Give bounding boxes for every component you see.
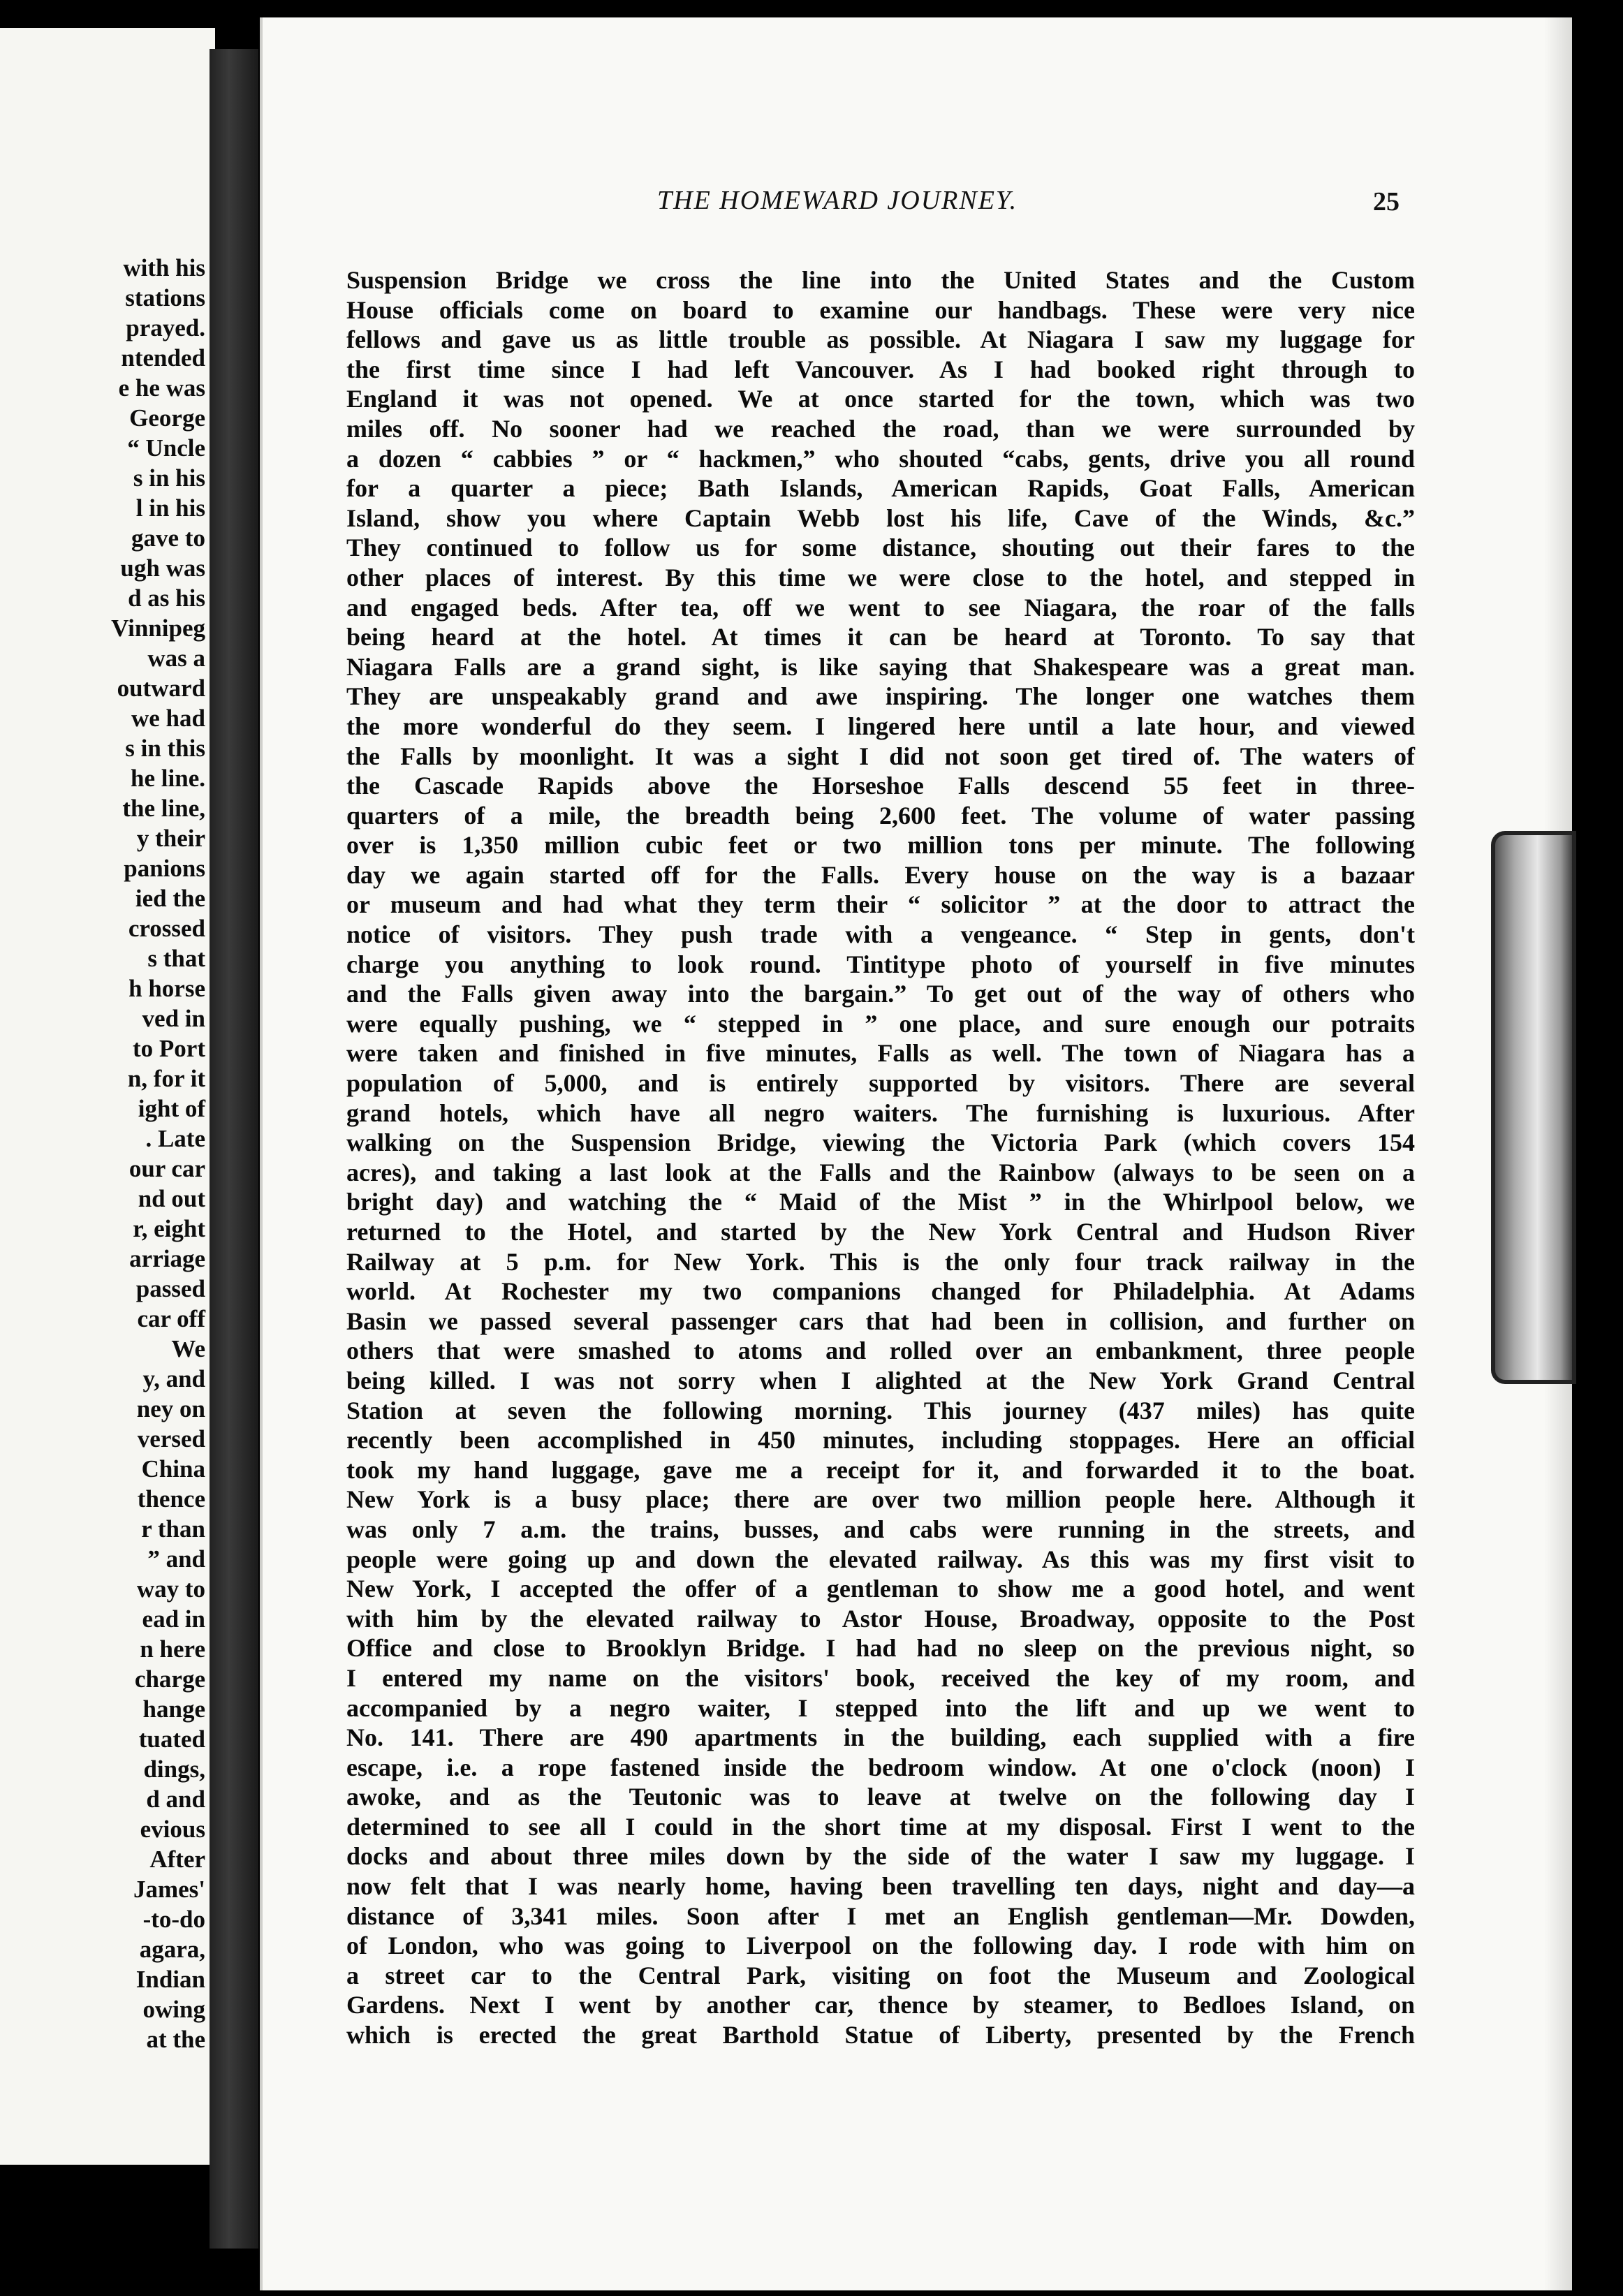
text-line: a dozen “ cabbies ” or “ hackmen,” who shouted “cabs, gents, drive you all round (346, 444, 1415, 473)
text-line: people were going up and down the elevated railway. As this was my first visit to (346, 1545, 1415, 1573)
text-line: Basin we passed several passenger cars that had been in collision, and further on (346, 1307, 1415, 1335)
text-line: for a quarter a piece; Bath Islands, American Rapids, Goat Falls, American (346, 474, 1415, 503)
text-line: fellows and gave us as little trouble as possible. At Niagara I saw my luggage for (346, 325, 1415, 354)
text-line: walking on the Suspension Bridge, viewing the Victoria Park (which covers 154 (346, 1128, 1415, 1157)
text-line: escape, i.e. a rope fastened inside the bedroom window. At one o'clock (noon) I (346, 1753, 1415, 1781)
left-page-fragment: ved in (142, 1005, 205, 1032)
text-line: the Falls by moonlight. It was a sight I did not soon get tired of. The waters of (346, 742, 1415, 770)
left-page-fragment: car off (137, 1305, 205, 1332)
text-line: England it was not opened. We at once started for the town, which was two (346, 385, 1415, 413)
left-page-fragment: was a (147, 645, 205, 672)
left-page-fragment: y their (136, 825, 205, 852)
left-page-fragment: ney on (136, 1395, 205, 1422)
text-line: Gardens. Next I went by another car, thence by steamer, to Bedloes Island, on (346, 1991, 1415, 2019)
left-page-fragment: George (129, 404, 205, 432)
text-line: day we again started off for the Falls. Every house on the way is a bazaar (346, 860, 1415, 889)
left-page-fragment: outward (117, 675, 205, 702)
left-page-fragment: ” and (147, 1545, 205, 1573)
text-line: determined to see all I could in the short time at my disposal. First I went to the (346, 1812, 1415, 1841)
left-page-fragment: passed (135, 1275, 205, 1302)
left-page-fragment: to Port (133, 1035, 205, 1062)
text-line: Island, show you where Captain Webb lost his life, Cave of the Winds, &c.” (346, 503, 1415, 532)
left-page-fragment: Indian (135, 1966, 205, 1993)
left-page-fragment: d and (146, 1786, 205, 1813)
text-line: They continued to follow us for some distance, shouting out their fares to the (346, 533, 1415, 562)
text-line: acres), and taking a last look at the Falls and the Rainbow (always to be seen on a (346, 1158, 1415, 1186)
text-line: population of 5,000, and is entirely supported by visitors. There are several (346, 1069, 1415, 1098)
left-page-fragment: d as his (128, 584, 205, 612)
left-page-fragment: the line, (122, 795, 205, 822)
text-line: over is 1,350 million cubic feet or two million tons per minute. The following (346, 831, 1415, 860)
text-line: awoke, and as the Teutonic was to leave at twelve on the following day I (346, 1783, 1415, 1811)
text-line: took my hand luggage, gave me a receipt for it, and forwarded it to the boat. (346, 1455, 1415, 1484)
left-page-fragment: with his (123, 254, 205, 281)
left-page-fragment: arriage (129, 1245, 205, 1272)
left-page-fragment: s in this (125, 735, 205, 762)
text-line: the first time since I had left Vancouver. As I had booked right through to (346, 355, 1415, 383)
text-line: grand hotels, which have all negro waiters. The furnishing is luxurious. After (346, 1098, 1415, 1127)
text-line: or museum and had what they term their “ solicitor ” at the door to attract the (346, 890, 1415, 919)
right-page (260, 17, 1572, 2290)
left-page-fragment: r than (141, 1515, 205, 1543)
text-line: with him by the elevated railway to Astor House, Broadway, opposite to the Post (346, 1604, 1415, 1633)
left-page-fragment: l in his (135, 494, 205, 522)
left-page-fragment: -to-do (142, 1906, 205, 1933)
text-line: notice of visitors. They push trade with a vengeance. “ Step in gents, don't (346, 920, 1415, 949)
page-header (263, 185, 1572, 227)
text-line: and the Falls given away into the bargain.” To get out of the way of others who (346, 980, 1415, 1008)
text-line: and engaged beds. After tea, off we went to see Niagara, the roar of the falls (346, 593, 1415, 621)
left-page-fragment: s that (147, 945, 205, 972)
text-line: distance of 3,341 miles. Soon after I met an English gentleman—Mr. Dowden, (346, 1901, 1415, 1930)
left-page-fragment: ead in (142, 1605, 205, 1633)
left-page-fragment: versed (137, 1425, 205, 1452)
text-line: recently been accomplished in 450 minutes, including stoppages. Here an official (346, 1426, 1415, 1455)
left-facing-page (0, 28, 215, 2165)
left-page-fragment: agara, (139, 1936, 205, 1963)
text-line: returned to the Hotel, and started by the New York Central and Hudson River (346, 1218, 1415, 1246)
text-line: world. At Rochester my two companions changed for Philadelphia. At Adams (346, 1277, 1415, 1306)
text-line: the Cascade Rapids above the Horseshoe Falls descend 55 feet in three- (346, 772, 1415, 800)
page-tab-marker (1491, 831, 1576, 1384)
running-title: THE HOMEWARD JOURNEY. (657, 186, 1018, 215)
text-line: accompanied by a negro waiter, I stepped into the lift and up we went to (346, 1693, 1415, 1722)
left-page-fragment: crossed (128, 915, 205, 942)
left-page-fragment: charge (134, 1665, 205, 1693)
left-page-fragment: thence (137, 1485, 205, 1513)
left-page-fragment: ntended (121, 344, 205, 371)
left-page-fragment: We (171, 1335, 205, 1362)
left-page-fragment: stations (125, 284, 205, 311)
left-page-fragment: gave to (131, 524, 205, 552)
left-page-fragment: nd out (138, 1185, 205, 1212)
left-page-fragment: China (141, 1455, 205, 1482)
left-page-fragment: ugh was (120, 554, 205, 582)
text-line: was only 7 a.m. the trains, busses, and cabs were running in the streets, and (346, 1515, 1415, 1543)
text-line: were taken and finished in five minutes, Falls as well. The town of Niagara has a (346, 1039, 1415, 1068)
left-page-fragment: r, eight (133, 1215, 205, 1242)
left-page-fragment: tuated (138, 1725, 205, 1753)
text-line: being killed. I was not sorry when I alighted at the New York Grand Central (346, 1366, 1415, 1394)
left-page-fragment: evious (140, 1816, 205, 1843)
text-line: the more wonderful do they seem. I lingered here until a late hour, and viewed (346, 712, 1415, 740)
left-page-fragment: y, and (142, 1365, 205, 1392)
left-page-fragment: he line. (131, 765, 205, 792)
left-page-fragment: at the (146, 2026, 205, 2053)
text-line: New York, I accepted the offer of a gentleman to show me a good hotel, and went (346, 1575, 1415, 1603)
text-line: docks and about three miles down by the side of the water I saw my luggage. I (346, 1842, 1415, 1871)
left-page-fragment: owing (142, 1996, 205, 2023)
text-line: Suspension Bridge we cross the line into the United States and the Custom (346, 266, 1415, 294)
left-page-fragment: ight of (138, 1095, 205, 1122)
text-line: I entered my name on the visitors' book, received the key of my room, and (346, 1663, 1415, 1692)
text-line: being heard at the hotel. At times it can be heard at Toronto. To say that (346, 623, 1415, 652)
left-page-fragment: “ Uncle (127, 434, 205, 462)
left-page-fragment: way to (136, 1575, 205, 1603)
text-line: No. 141. There are 490 apartments in the building, each supplied with a fire (346, 1723, 1415, 1752)
page-number: 25 (1373, 187, 1400, 216)
left-page-fragment: dings, (143, 1756, 205, 1783)
book-gutter (210, 49, 258, 2249)
text-line: Office and close to Brooklyn Bridge. I had had no sleep on the previous night, so (346, 1634, 1415, 1663)
left-page-fragment: prayed. (126, 314, 205, 341)
text-line: other places of interest. By this time we were close to the hotel, and stepped in (346, 563, 1415, 591)
left-page-fragment: ied the (135, 885, 205, 912)
text-line: were equally pushing, we “ stepped in ” one place, and sure enough our potraits (346, 1009, 1415, 1038)
left-page-fragment: n, for it (127, 1065, 205, 1092)
left-page-fragment: Vinnipeg (111, 615, 205, 642)
text-line: bright day) and watching the “ Maid of the Mist ” in the Whirlpool below, we (346, 1188, 1415, 1216)
body-text (346, 265, 1415, 2050)
text-line: now felt that I was nearly home, having been travelling ten days, night and day—a (346, 1872, 1415, 1901)
left-page-fragment: hange (142, 1695, 205, 1723)
text-line: Railway at 5 p.m. for New York. This is the only four track railway in the (346, 1247, 1415, 1276)
left-page-fragment: we had (131, 705, 205, 732)
text-line: a street car to the Central Park, visiting on foot the Museum and Zoological (346, 1961, 1415, 1989)
left-page-fragment: After (149, 1846, 205, 1873)
text-line: others that were smashed to atoms and rolled over an embankment, three people (346, 1337, 1415, 1365)
left-page-fragment: e he was (118, 374, 205, 402)
text-line: They are unspeakably grand and awe inspiring. The longer one watches them (346, 682, 1415, 711)
text-line: House officials come on board to examine our handbags. These were very nice (346, 295, 1415, 324)
text-line: Station at seven the following morning. This journey (437 miles) has quite (346, 1396, 1415, 1425)
left-page-fragment: n here (140, 1635, 205, 1663)
text-line: miles off. No sooner had we reached the road, than we were surrounded by (346, 414, 1415, 443)
text-line: Niagara Falls are a grand sight, is like saying that Shakespeare was a great man. (346, 652, 1415, 681)
text-line: New York is a busy place; there are over two million people here. Although it (346, 1485, 1415, 1514)
left-page-fragment: s in his (133, 464, 205, 492)
left-page-fragment: panions (124, 855, 205, 882)
left-page-fragment: . Late (145, 1125, 205, 1152)
text-line: of London, who was going to Liverpool on the following day. I rode with him on (346, 1931, 1415, 1960)
text-line: charge you anything to look round. Tintitype photo of yourself in five minutes (346, 950, 1415, 978)
text-line: which is erected the great Barthold Statue of Liberty, presented by the French (346, 2021, 1415, 2050)
left-page-text-fragments (0, 253, 205, 2054)
left-page-fragment: h horse (128, 975, 205, 1002)
text-line: quarters of a mile, the breadth being 2,600 feet. The volume of water passing (346, 801, 1415, 830)
left-page-fragment: our car (128, 1155, 205, 1182)
left-page-fragment: James' (133, 1876, 205, 1903)
